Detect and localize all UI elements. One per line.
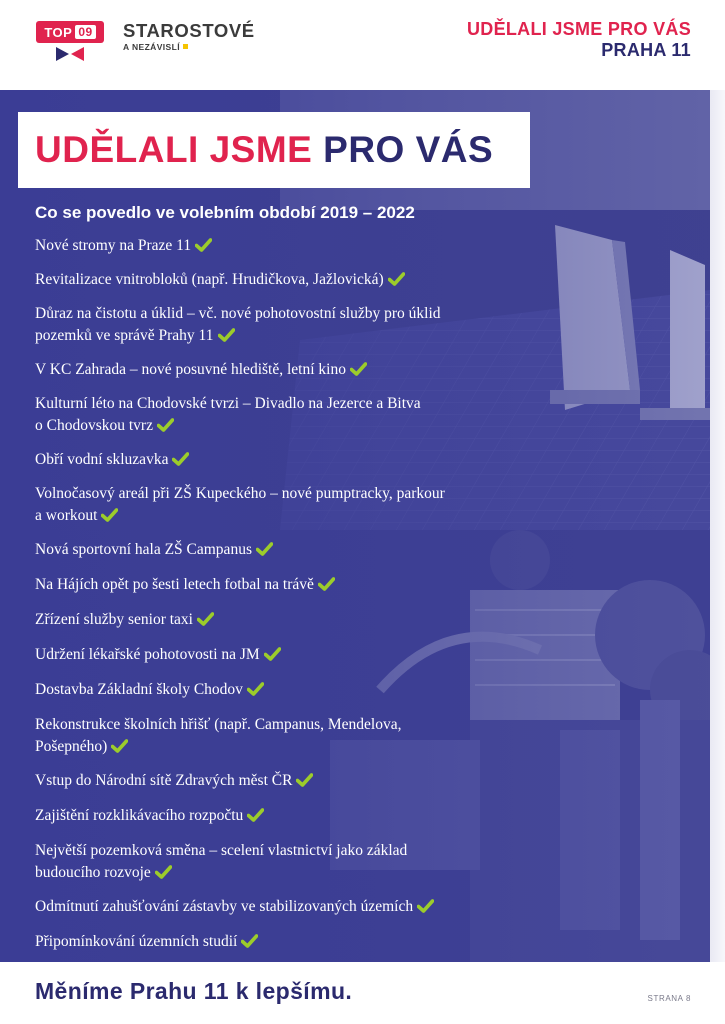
list-item-text: Udržení lékařské pohotovosti na JM xyxy=(35,646,260,663)
check-icon xyxy=(417,899,434,913)
list-item-text: pozemků ve správě Prahy 11 xyxy=(35,327,214,344)
list-item xyxy=(35,840,555,884)
page-header xyxy=(0,0,725,90)
list-item-text: Zřízení služby senior taxi xyxy=(35,611,193,628)
page-number: STRANA 8 xyxy=(647,994,691,1003)
list-item xyxy=(35,483,555,527)
list-item-text: Volnočasový areál při ZŠ Kupeckého – nové pumptracky, parkour xyxy=(35,485,445,502)
header-right-district: PRAHA 11 xyxy=(601,40,691,60)
yellow-square-icon xyxy=(183,44,188,49)
list-item-text: Připomínkování územních studií xyxy=(35,933,238,950)
title-pink: UDĚLALI JSME xyxy=(35,129,313,170)
list-item-text: Revitalizace vnitrobloků (např. Hrudičkova, Jažlovická) xyxy=(35,271,384,288)
list-item-text: Obří vodní skluzavka xyxy=(35,451,169,468)
list-item-text: Odmítnutí zahušťování zástavby ve stabilizovaných územích xyxy=(35,898,414,915)
list-item xyxy=(35,359,555,381)
main-panel xyxy=(0,90,710,962)
check-icon xyxy=(157,418,174,432)
list-item-text: budoucího rozvoje xyxy=(35,864,151,881)
check-icon xyxy=(256,542,273,556)
party-name: STAROSTOVÉ xyxy=(123,20,255,41)
party-subname-text: A NEZÁVISLÍ xyxy=(123,42,180,52)
list-item xyxy=(35,449,555,471)
list-item xyxy=(35,235,555,257)
check-icon xyxy=(241,934,258,948)
list-item xyxy=(35,539,555,561)
title-navy: PRO VÁS xyxy=(323,129,494,170)
check-icon xyxy=(350,362,367,376)
check-icon xyxy=(318,577,335,591)
list-item xyxy=(35,931,555,953)
logo-top-text: TOP xyxy=(44,24,73,40)
bow-tie-icon xyxy=(56,47,84,61)
list-item xyxy=(35,770,555,792)
list-item-text: o Chodovskou tvrz xyxy=(35,417,153,434)
list-item xyxy=(35,574,555,596)
list-item-text: Největší pozemková směna – scelení vlastnictví jako základ xyxy=(35,842,408,859)
check-icon xyxy=(197,612,214,626)
list-item-text: Nová sportovní hala ZŠ Campanus xyxy=(35,541,252,558)
list-item xyxy=(35,609,555,631)
list-item-text: Důraz na čistotu a úklid – vč. nové pohotovostní služby pro úklid xyxy=(35,305,441,322)
check-icon xyxy=(264,647,281,661)
panel-edge xyxy=(710,90,725,962)
check-icon xyxy=(247,682,264,696)
list-item xyxy=(35,269,555,291)
check-icon xyxy=(296,773,313,787)
check-icon xyxy=(101,508,118,522)
slogan: Měníme Prahu 11 k lepšímu. xyxy=(35,978,353,1004)
check-icon xyxy=(388,272,405,286)
list-item xyxy=(35,393,555,437)
title-box xyxy=(18,112,530,188)
list-item xyxy=(35,805,555,827)
check-icon xyxy=(111,739,128,753)
list-item-text: a workout xyxy=(35,507,98,524)
check-icon xyxy=(155,865,172,879)
list-item-text: Zajištění rozklikávacího rozpočtu xyxy=(35,807,244,824)
header-right xyxy=(467,19,691,61)
list-item-text: Nové stromy na Praze 11 xyxy=(35,237,192,254)
list-item xyxy=(35,644,555,666)
list-item-text: Vstup do Národní sítě Zdravých měst ČR xyxy=(35,772,293,789)
list-item xyxy=(35,679,555,701)
top09-logo xyxy=(36,21,104,43)
list-item-text: Rekonstrukce školních hřišť (např. Campanus, Mendelova, xyxy=(35,716,402,733)
check-icon xyxy=(195,238,212,252)
list-item-text: Pošepného) xyxy=(35,738,108,755)
party-subname xyxy=(123,42,188,52)
logo-number: 09 xyxy=(75,25,95,39)
list-item-text: V KC Zahrada – nové posuvné hlediště, letní kino xyxy=(35,361,346,378)
list-item-text: Dostavba Základní školy Chodov xyxy=(35,681,243,698)
check-icon xyxy=(247,808,264,822)
list-item xyxy=(35,714,555,758)
list-item xyxy=(35,303,555,347)
list-item-text: Kulturní léto na Chodovské tvrzi – Divadlo na Jezerce a Bitva xyxy=(35,395,421,412)
check-icon xyxy=(172,452,189,466)
check-icon xyxy=(218,328,235,342)
list-item-text: Na Hájích opět po šesti letech fotbal na trávě xyxy=(35,576,314,593)
subtitle: Co se povedlo ve volebním období 2019 – 2022 xyxy=(35,203,415,222)
page-title xyxy=(35,129,493,171)
list-item xyxy=(35,896,555,918)
header-right-title: UDĚLALI JSME PRO VÁS xyxy=(466,19,691,39)
